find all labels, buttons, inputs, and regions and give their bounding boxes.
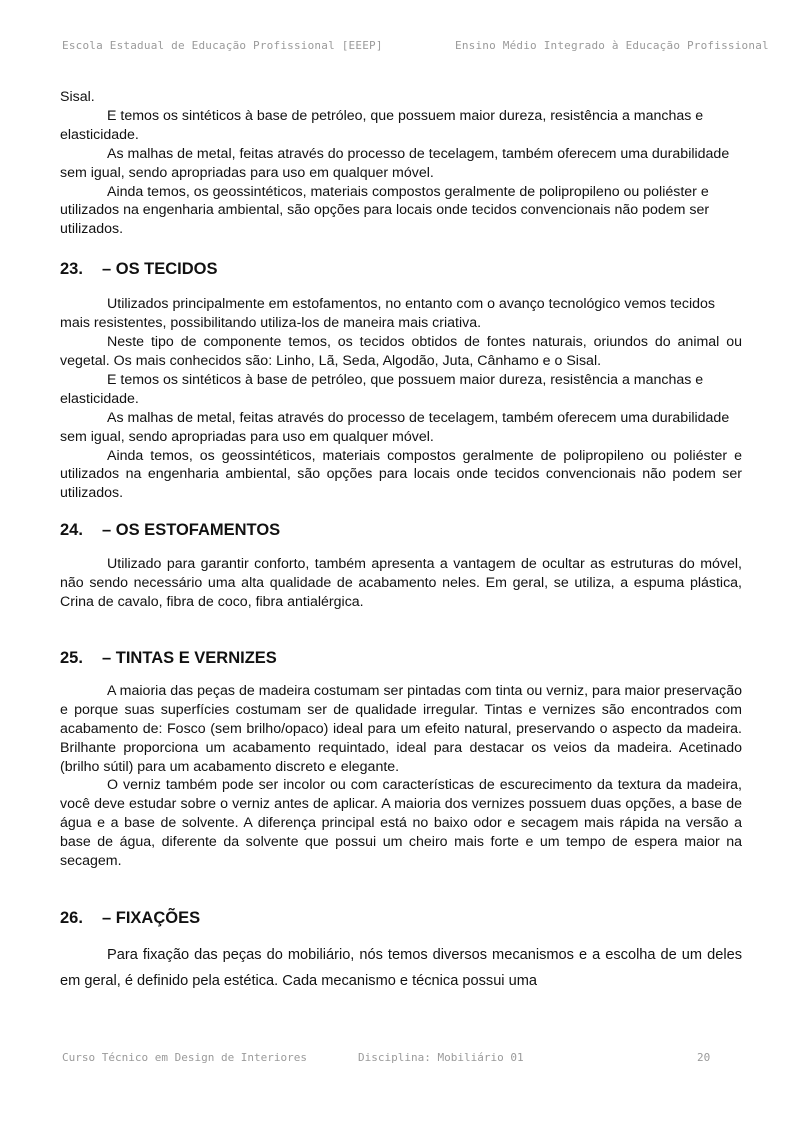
footer-course: Curso Técnico em Design de Interiores: [62, 1051, 308, 1064]
intro-paragraph: Sisal.: [60, 89, 95, 105]
section-number: 26.: [60, 909, 83, 927]
page-number: 20: [697, 1051, 711, 1064]
header-school: Escola Estadual de Educação Profissional [EEEP]: [62, 39, 383, 52]
section-title: – OS ESTOFAMENTOS: [102, 521, 281, 540]
section-paragraph: As malhas de metal, feitas através do processo de tecelagem, também oferecem uma durabilidade sem igual, sendo apropriadas para uso em qualquer móvel.: [60, 409, 730, 445]
section-heading-fixacoes: [60, 908, 742, 928]
section-paragraph: A maioria das peças de madeira costumam ser pintadas com tinta ou verniz, para maior preservação e porque suas superfícies costumam ser de qualidade irregular. Tintas e vernizes são encontrados com acabamento de: Fosco (sem brilho/opaco) ideal para um efeito natural, preservando o aspecto da madeira. Brilhante proporciona um acabamento requintado, ideal para destacar os veios da madeira. Acetinado (brilho sútil) para um acabamento discreto e elegante.: [60, 682, 742, 775]
footer-discipline: Disciplina: Mobiliário 01: [358, 1051, 524, 1064]
section-paragraph: E temos os sintéticos à base de petróleo, que possuem maior dureza, resistência a manchas e elasticidade.: [60, 371, 704, 407]
page-body: [60, 88, 742, 994]
section-heading-tintas-vernizes: [60, 648, 742, 668]
section-title: – TINTAS E VERNIZES: [102, 648, 277, 667]
section-heading-estofamentos: [60, 520, 742, 540]
section-number: 24.: [60, 521, 83, 540]
section-paragraph: Utilizado para garantir conforto, também apresenta a vantagem de ocultar as estruturas do móvel, não sendo necessário uma alta qualidade de acabamento neles. Em geral, se utiliza, a espuma plástica, Crina de cavalo, fibra de coco, fibra antialérgica.: [60, 556, 742, 611]
section-heading-tecidos: [60, 259, 742, 279]
intro-paragraph: As malhas de metal, feitas através do processo de tecelagem, também oferecem uma durabilidade sem igual, sendo apropriadas para uso em qualquer móvel.: [60, 145, 730, 181]
section-paragraph: O verniz também pode ser incolor ou com características de escurecimento da textura da madeira, você deve estudar sobre o verniz antes de aplicar. A maioria dos vernizes possuem duas opções, a base de água e a base de solvente. A diferença principal está no baixo odor e secagem mais rápida na versão a base de água, diferente da solvente que possui um cheiro mais forte e um tempo de espera maior na secagem.: [60, 777, 742, 870]
section-title: – FIXAÇÕES: [102, 909, 201, 927]
section-paragraph: Para fixação das peças do mobiliário, nós temos diversos mecanismos e a escolha de um deles em geral, é definido pela estética. Cada mecanismo e técnica possui uma: [60, 947, 742, 989]
header-program: Ensino Médio Integrado à Educação Profissional: [455, 39, 769, 52]
section-paragraph: Utilizados principalmente em estofamentos, no entanto com o avanço tecnológico vemos tecidos mais resistentes, possibilitando utiliza-los de maneira mais criativa.: [60, 296, 716, 332]
section-paragraph: Ainda temos, os geossintéticos, materiais compostos geralmente de polipropileno ou poliéster e utilizados na engenharia ambiental, são opções para locais onde tecidos convencionais não podem ser utilizados.: [60, 447, 742, 502]
intro-paragraph: Ainda temos, os geossintéticos, materiais compostos geralmente de polipropileno ou poliéster e utilizados na engenharia ambiental, são opções para locais onde tecidos convencionais não podem ser utilizados.: [60, 183, 710, 238]
section-paragraph: Neste tipo de componente temos, os tecidos obtidos de fontes naturais, oriundos do animal ou vegetal. Os mais conhecidos são: Linho, Lã, Seda, Algodão, Juta, Cânhamo e o Sisal.: [60, 334, 742, 369]
section-number: 23.: [60, 260, 83, 279]
intro-paragraph: E temos os sintéticos à base de petróleo, que possuem maior dureza, resistência a manchas e elasticidade.: [60, 107, 704, 143]
section-title: – OS TECIDOS: [102, 260, 218, 279]
section-number: 25.: [60, 648, 83, 667]
